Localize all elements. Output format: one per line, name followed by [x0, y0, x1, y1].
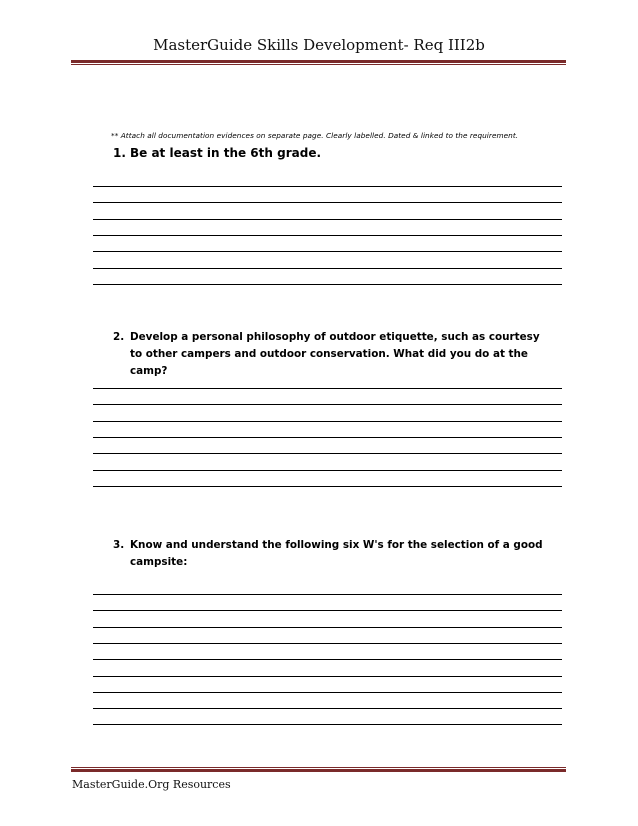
answer-line [93, 202, 562, 203]
documentation-note: ** Attach all documentation evidences on separate page. Clearly labelled. Dated & linked to the requirement. [111, 131, 519, 140]
header-divider [71, 60, 566, 65]
question-text: Develop a personal philosophy of outdoor etiquette, such as courtesy to other campers and outdoor conservation. What did you do at the camp? [130, 331, 540, 377]
question-number: 2. [113, 331, 125, 343]
answer-line [93, 235, 562, 236]
answer-line [93, 676, 562, 677]
answer-line [93, 708, 562, 709]
answer-line [93, 251, 562, 252]
answer-line [93, 219, 562, 220]
question-text: Be at least in the 6th grade. [130, 146, 322, 160]
question-2 [113, 329, 553, 380]
question-3 [113, 537, 553, 571]
question-text: Know and understand the following six W's for the selection of a good campsite: [130, 539, 543, 568]
answer-line [93, 692, 562, 693]
question-1 [113, 145, 553, 162]
answer-line [93, 659, 562, 660]
page-header-title: MasterGuide Skills Development- Req III2b [153, 36, 485, 54]
footer-divider [71, 767, 566, 772]
answer-line [93, 470, 562, 471]
answer-line [93, 421, 562, 422]
answer-line [93, 284, 562, 285]
question-number: 3. [113, 539, 125, 551]
answer-line [93, 388, 562, 389]
answer-line [93, 186, 562, 187]
answer-line [93, 627, 562, 628]
answer-line [93, 453, 562, 454]
answer-line [93, 486, 562, 487]
footer-text: MasterGuide.Org Resources [72, 778, 231, 791]
answer-line [93, 437, 562, 438]
question-number: 1. [113, 146, 126, 160]
answer-line [93, 643, 562, 644]
answer-line [93, 594, 562, 595]
answer-line [93, 724, 562, 725]
answer-line [93, 404, 562, 405]
answer-line [93, 610, 562, 611]
answer-line [93, 268, 562, 269]
